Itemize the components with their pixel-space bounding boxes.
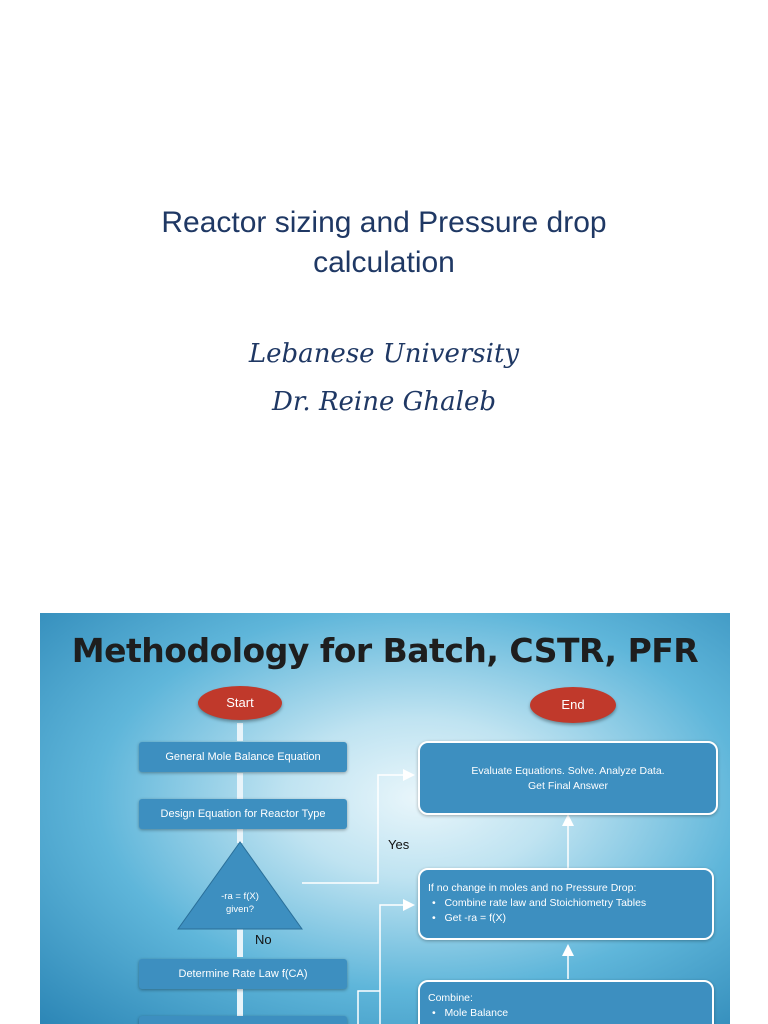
next-step-box [139, 1016, 347, 1024]
decision-text-line1: -ra = f(X) [221, 891, 259, 902]
author: Dr. Reine Ghaleb [272, 387, 496, 417]
evaluate-line2: Get Final Answer [528, 780, 608, 792]
end-node: End [530, 687, 616, 723]
methodology-slide [40, 613, 730, 1024]
arrow-yes [302, 775, 412, 883]
mole-balance-box: General Mole Balance Equation [139, 742, 347, 772]
no-change-bullet1-text: Combine rate law and Stoichiometry Tables [444, 897, 647, 909]
no-change-bullet2-text: Get -ra = f(X) [444, 912, 506, 924]
institution: Lebanese University [248, 339, 520, 369]
combine-bullet1-text: Mole Balance [444, 1007, 509, 1019]
no-label: No [255, 932, 272, 947]
arrow-to-combine [358, 991, 380, 1024]
decision-text-line2: given? [226, 904, 254, 915]
decision-triangle [178, 842, 302, 929]
document-title-line1: Reactor sizing and Pressure drop [161, 206, 607, 239]
no-change-bullet2: • Get -ra = f(X) [432, 912, 506, 924]
document-title-line2: calculation [313, 246, 455, 279]
evaluate-box [418, 741, 718, 815]
start-node: Start [198, 686, 282, 720]
combine-heading: Combine: [428, 992, 473, 1004]
no-change-box [418, 868, 714, 940]
slide-title: Methodology for Batch, CSTR, PFR [71, 631, 699, 670]
no-change-bullet1: • Combine rate law and Stoichiometry Tables [432, 897, 647, 909]
combine-bullet1: • Mole Balance [432, 1007, 509, 1019]
yes-label: Yes [388, 837, 410, 852]
rate-law-box: Determine Rate Law f(CA) [139, 959, 347, 989]
arrow-to-nochange [380, 905, 412, 1024]
evaluate-line1: Evaluate Equations. Solve. Analyze Data. [471, 765, 665, 777]
design-equation-box: Design Equation for Reactor Type [139, 799, 347, 829]
no-change-heading: If no change in moles and no Pressure Drop: [428, 882, 637, 894]
combine-box [418, 980, 714, 1024]
